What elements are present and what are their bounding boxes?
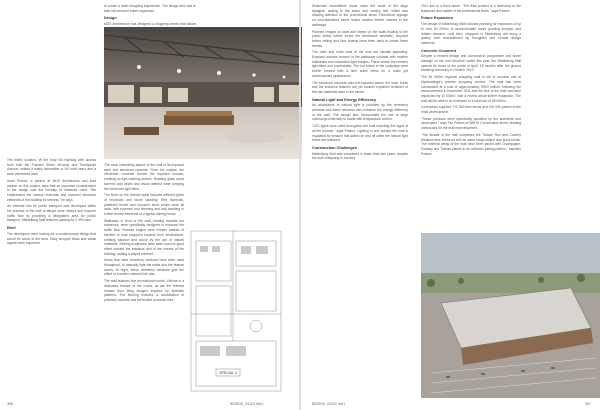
body-paragraph: An abundance of natural light is provided by the clerestory windows and these windows also enhance the energy efficiency of the mall. The design also incorporates the use of large overhangs externally to assist with temperature control.	[312, 103, 408, 122]
left-footer-label: BRIDGE_BLOG MA1	[230, 402, 264, 406]
right-footer-label: BRIDGE_BLOG MA1	[312, 402, 346, 406]
body-paragraph: Middelburg Mall was completed in fewer than two years, despite the mall collapsing in January	[312, 151, 408, 161]
body-paragraph: The main and north halls of the mall are visually appealing. Exposed wooden trusses in the walkways contrast with modern bulkheads and concealed light troughs. These create the centre's light-filled and comfortable. The hot bricks in the walkways were further treated with a lime wash effect for a rustic yet contemporary appearance.	[312, 50, 408, 78]
right-column-1	[312, 4, 408, 399]
body-paragraph: The 45 000m² regional shopping mall is set to become one of Mpumalanga's premier shopping centres. The mall has been constructed at a cost of approximately R500 million, following the announcement in November 2011 that the size of the mall had been expanded by 10 000m², with a review about further expansion. The mall will be able to be extended to a total size of 55 000m².	[421, 75, 521, 103]
left-column-2	[104, 4, 196, 36]
right-column-2	[421, 4, 521, 229]
spread-gutter	[299, 0, 301, 410]
body-paragraph: Walkways in front of the mall, leading towards the entrances, were specifically designed to enhance the traffic flow. Planned bulges were chosen instead of barriers to lead shoppers towards their destinations, creating balance and colour by the use of natural materials. Striking sculptures have been used to good effect outside the entrance and in the interior of the building, adding a playful element.	[104, 218, 184, 256]
left-column-2-continued	[104, 163, 184, 398]
section-heading: Future Expansion	[421, 16, 454, 21]
body-paragraph: The mall's location, off the busy N4 highway with access from both the Fransen Street off-ramp and Trendpaula Avenue, makes it easily accessible to N4 road users and a wide catchment area.	[7, 158, 96, 177]
body-paragraph: The mall features five promotional courts. Volume is a distinctive feature of the courts, as are the themed mosaic floor tiling designs inspired by Ndebele patterns. The flooring includes a combination of polished concrete and full bodied porcelain tiles.	[104, 279, 184, 302]
section-heading: Concrete Comment	[421, 48, 457, 53]
body-paragraph: The design of Middelburg Mall includes planning for expansion of up to over 60 000m² to accommodate future growing shopper and retailer demand. Until then, shoppers in Middelburg will enjoy a quality mall characterised by thoughtful and honest design elements.	[421, 22, 521, 45]
body-paragraph: The developers were looking for a contemporary design that would be iconic in the area. Easy shopper flows and visual appeal were important	[7, 231, 96, 246]
body-paragraph: Distinctive chandeliers break down the scale of the large skylights, adding to the warm and homely feel, whilst also drawing attention to the promotional areas. Directional signage on cold-fashioned street lamps creates further interest in the walkways.	[312, 4, 408, 27]
body-paragraph: Areas that have clerestory windows have been used throughout, to naturally light the malls and the feature courts. At night, these clerestory windows give the effect of a lantern viewed from afar.	[104, 258, 184, 277]
body-paragraph: 2011 due to a flood storm. "The final product is a testimony to the teamwork and calibre of the professional team," says Pearce.	[421, 4, 521, 13]
body-paragraph: "The facade of the mall comprises the Tuscan Red and Country Meadow face bricks as well as some rough-edged clay stock bricks. The external areas of the mall have been paved with Champagne, Fantasy and Tuscan pavers in an orthodox paving pattern," explains Pearce.	[421, 132, 521, 156]
right-page-number: 357	[585, 402, 591, 406]
body-paragraph: to create a fresh shopping experience. The design also had to take into account future expansion.	[104, 4, 196, 13]
body-paragraph: "These products were specifically specified by the architects and developers," says Tim Pearce of WBHO Construction North, building contractors for the mall redevelopment.	[421, 116, 521, 131]
section-heading: Brief	[7, 226, 16, 231]
body-paragraph: MDS Architecture has designed a shopping centre that allows shoppers with its contemporary design incorporating warm and earthy design elements.	[104, 22, 196, 36]
body-paragraph: The finish on the exterior walls includes different types of brickwork and stone cladding. Red facebrick, plastered bricks and exposed stock bricks were all used, with exposed roof sheeting and wall cladding to further evolve elements of a typical mining house.	[104, 193, 184, 217]
body-paragraph: "LED lights were used throughout the mall including the signs of all the tenants," says Pearce. Lighting in and outside the mall is regulated by sensors that switch on and off when the natural light levels are sufficient.	[312, 124, 408, 143]
aerial-mall-photo	[421, 233, 600, 398]
section-heading: Design	[104, 16, 117, 21]
mall-interior-photo	[104, 27, 302, 159]
body-paragraph: Contractors supplied 710 000 face bricks and 100 000 pavers to the retail development.	[421, 105, 521, 115]
body-paragraph: Despite a revised design and construction programme and storm damage on the roof structure earlier this year, the Middelburg Mall opened its doors to the public in April, 18 months after the ground breaking ceremony in October 2010.	[421, 54, 521, 73]
body-paragraph: The structural concrete was left exposed above the shop fronts and the entrance features are yet another impactful reminder of the raw materials used in the centre.	[312, 80, 408, 94]
body-paragraph: Sean Pearce, a partner at MDS Architecture and lead partner on this project, says that an important consideration in the design was the honesty of materials used. "We emphasised the various materials and exposed structural elements of the building for interest," he says.	[7, 178, 96, 202]
left-page-number: 356	[7, 402, 13, 406]
plan-label: SPECIAL 4	[219, 371, 237, 375]
body-paragraph: The most interesting aspect of the mall is its exposed steel and structural concrete. From the outside, the off-shutter concrete frames the exposed trusses, creating an eye-catching portico. Rotating glass wood screens add depth and visual interest while keeping the entrances light filled.	[104, 163, 184, 191]
section-heading: Construction Challenges	[312, 145, 357, 150]
section-heading: Natural Light and Energy Efficiency	[312, 97, 377, 102]
left-column-1	[7, 158, 96, 398]
floor-plan-drawing	[186, 226, 289, 399]
body-paragraph: An external hub for public transport was developed within the precinct of the mall to attract more visitors and improve traffic flow by providing a designated area for public transport. Middelburg Mall features parking for 2 400 cars.	[7, 204, 96, 223]
body-paragraph: Planned images of cows and sheep on the walls leading to the public toilets further evoke the farmhouse aesthetic; recycled timber ceiling and floor boards have been used to create these frames.	[312, 29, 408, 48]
